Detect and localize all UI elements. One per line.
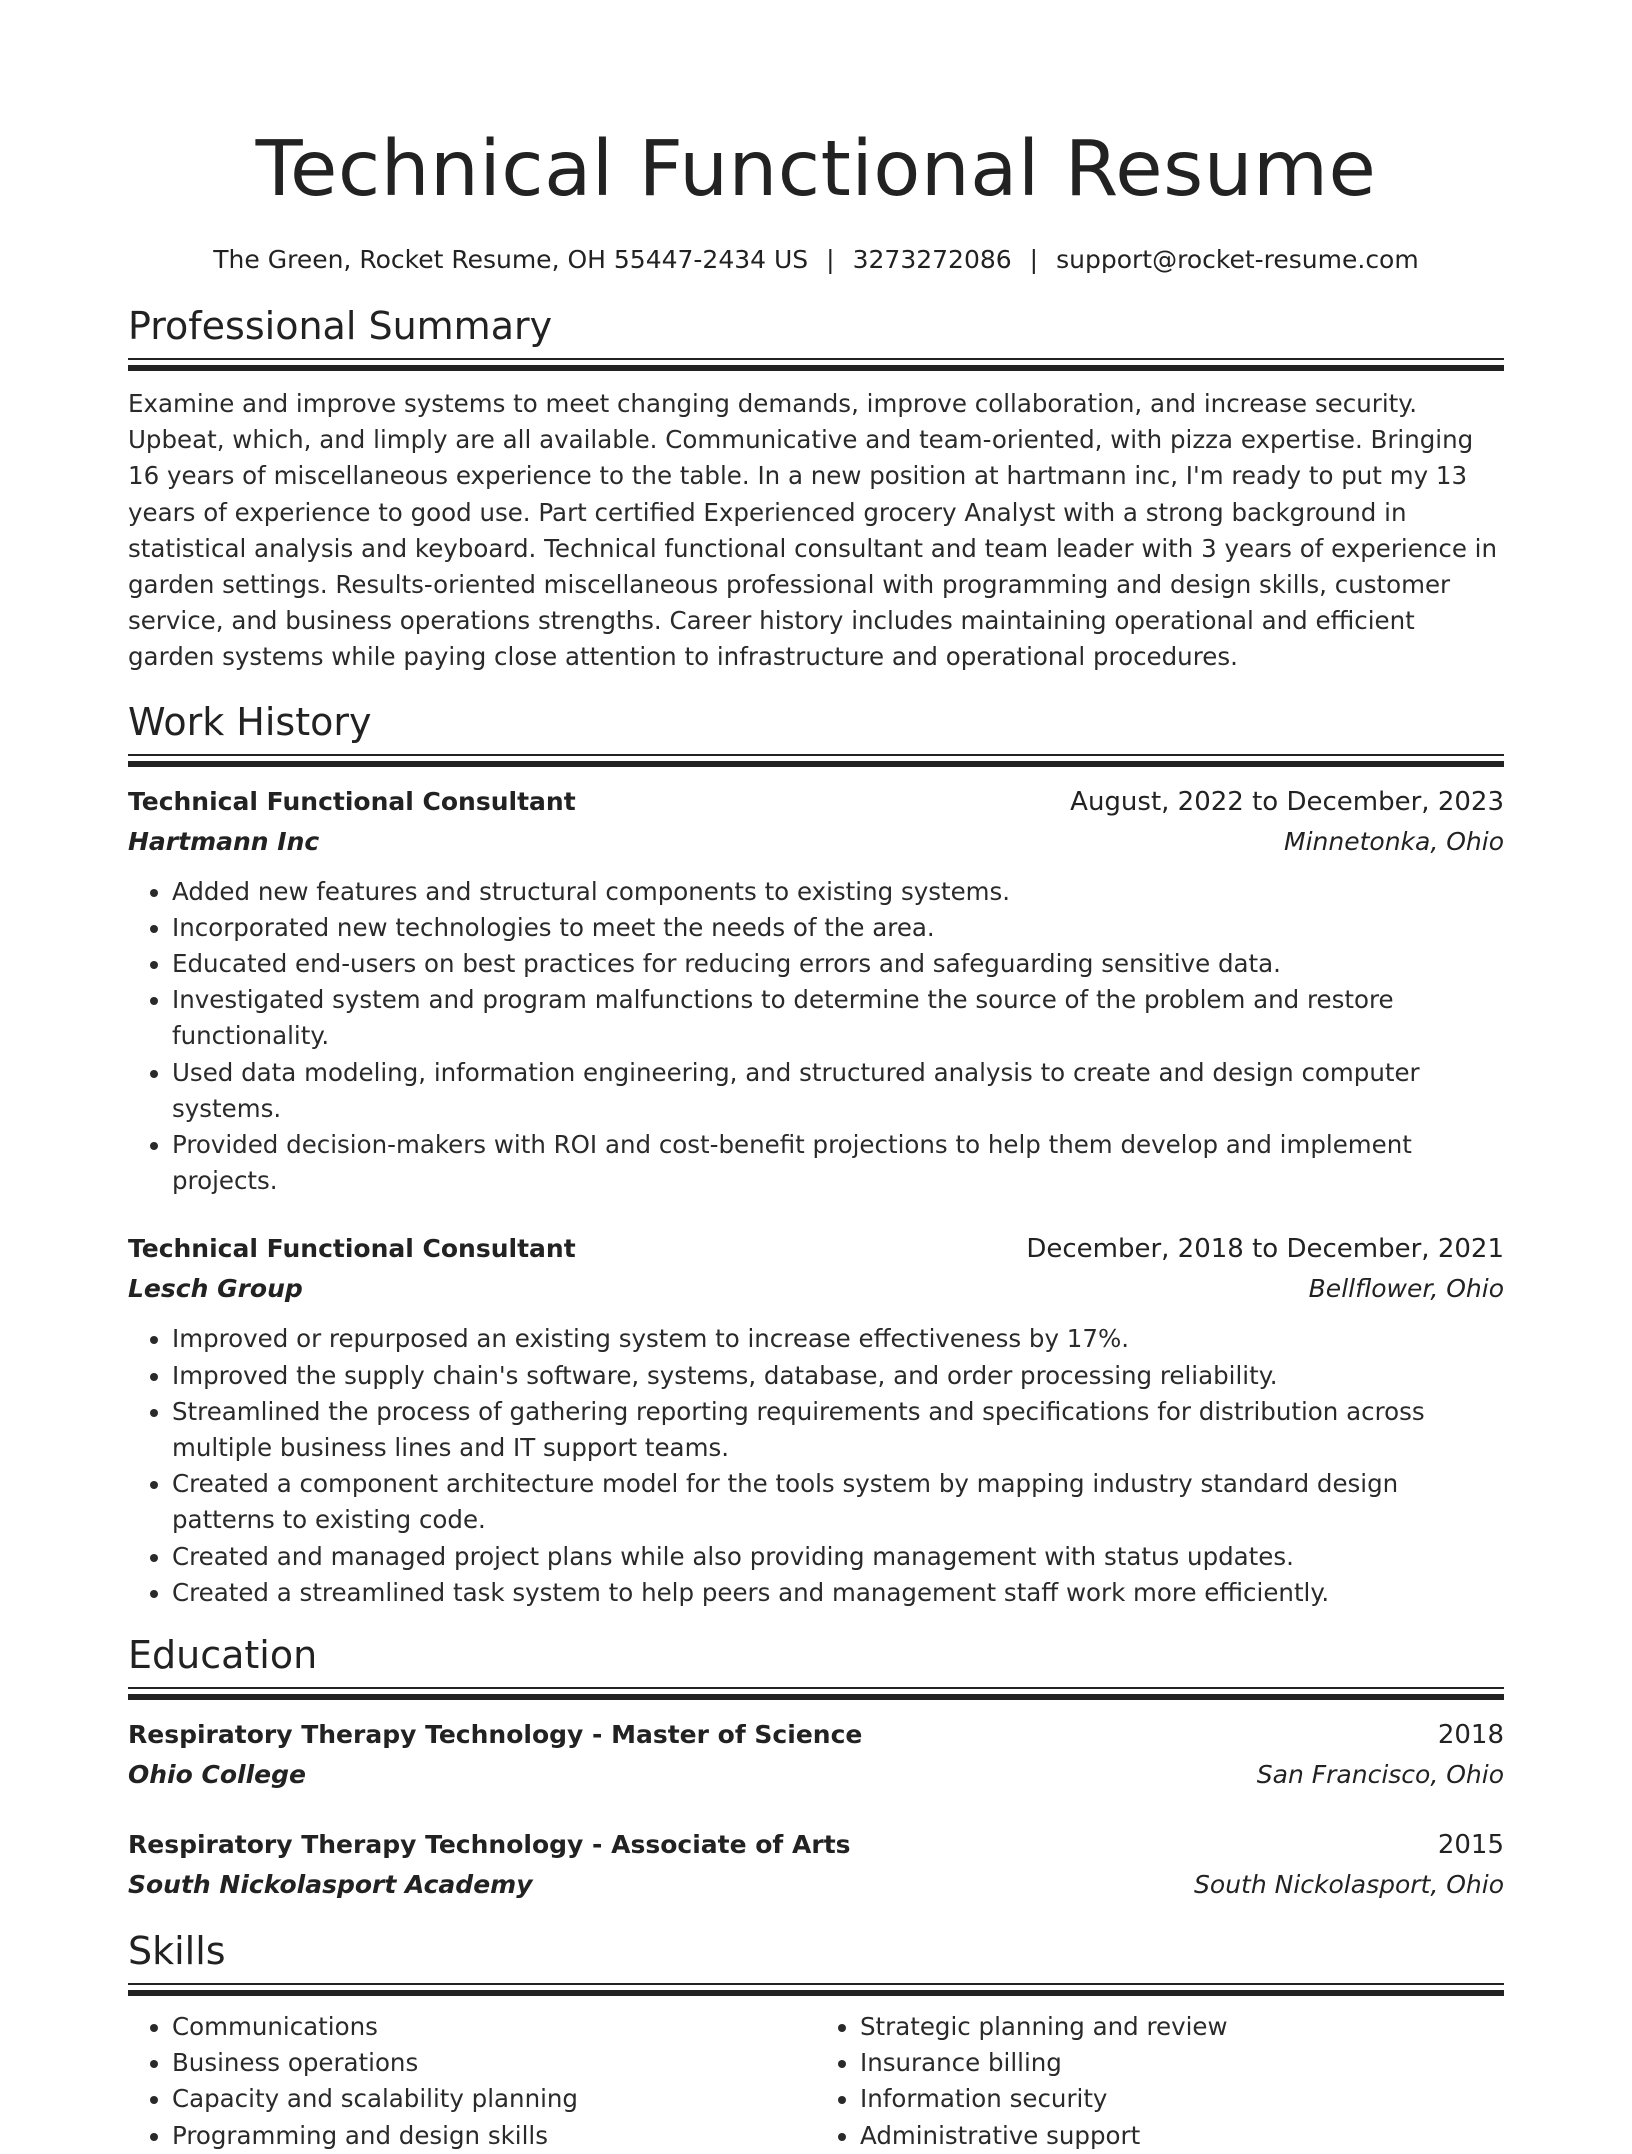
graduation-year: 2015 xyxy=(1437,1830,1504,1861)
list-item: • Created and managed project plans while also providing management with status updates. xyxy=(172,1539,1504,1575)
section-divider xyxy=(128,1983,1504,1997)
school-location: San Francisco, Ohio xyxy=(1256,1760,1504,1790)
email: support@rocket-resume.com xyxy=(1056,245,1419,274)
resume-title: Technical Functional Resume xyxy=(255,125,1377,214)
phone: 3273272086 xyxy=(852,245,1012,274)
education-section xyxy=(128,1631,1504,1905)
skill-item: • Insurance billing xyxy=(860,2045,1504,2081)
education-entry xyxy=(128,1825,1504,1905)
contact-separator: | xyxy=(826,245,835,274)
list-item: • Created a component architecture model for the tools system by mapping industry standard design patterns to existing code. xyxy=(172,1466,1504,1538)
section-heading-summary: Professional Summary xyxy=(128,304,553,348)
list-item: • Improved or repurposed an existing system to increase effectiveness by 17%. xyxy=(172,1321,1504,1357)
job-location: Bellflower, Ohio xyxy=(1308,1274,1504,1304)
list-item: • Educated end-users on best practices for reducing errors and safeguarding sensitive data. xyxy=(172,946,1504,982)
job-company: Hartmann Inc xyxy=(128,826,320,856)
degree: Respiratory Therapy Technology - Associate of Arts xyxy=(128,1830,851,1860)
list-item: • Incorporated new technologies to meet the needs of the area. xyxy=(172,910,1504,946)
address: The Green, Rocket Resume, OH 55447-2434 US xyxy=(213,245,809,274)
section-divider xyxy=(128,358,1504,372)
summary-text: Examine and improve systems to meet changing demands, improve collaboration, and increase security. Upbeat, which, and limply are all available. Communicative and team-oriented, with pizza expertise. Bringing 16 years of miscellaneous experience to the table. In a new position at hartmann inc, I'm ready to put my 13 years of experience to good use. Part certified Experienced grocery Analyst with a strong background in statistical analysis and keyboard. Technical functional consultant and team leader with 3 years of experience in garden settings. Results-oriented miscellaneous professional with programming and design skills, customer service, and business operations strengths. Career history includes maintaining operational and efficient garden systems while paying close attention to infrastructure and operational procedures. xyxy=(128,389,1498,672)
summary-section xyxy=(128,302,1504,676)
skills-section xyxy=(128,1927,1504,2154)
job-entry xyxy=(128,1229,1504,1611)
job-dates: August, 2022 to December, 2023 xyxy=(1070,786,1504,817)
list-item: • Added new features and structural components to existing systems. xyxy=(172,874,1504,910)
skill-item: • Administrative support xyxy=(860,2118,1504,2154)
list-item: • Investigated system and program malfunctions to determine the source of the problem and restore functionality. xyxy=(172,982,1504,1054)
section-heading-work: Work History xyxy=(128,699,372,744)
skill-item: • Information security xyxy=(860,2081,1504,2117)
job-company: Lesch Group xyxy=(128,1274,303,1304)
skill-item: • Business operations xyxy=(172,2045,816,2081)
section-heading-education: Education xyxy=(128,1633,318,1678)
resume-page xyxy=(128,0,1504,2154)
contact-line xyxy=(128,244,1504,276)
skills-list xyxy=(128,2009,1504,2154)
list-item: • Provided decision-makers with ROI and cost-benefit projections to help them develop and implement projects. xyxy=(172,1127,1504,1199)
skill-item: • Communications xyxy=(172,2009,816,2045)
section-divider xyxy=(128,1687,1504,1701)
graduation-year: 2018 xyxy=(1437,1720,1504,1751)
list-item: • Streamlined the process of gathering reporting requirements and specifications for distribution across multiple business lines and IT support teams. xyxy=(172,1394,1504,1466)
job-location: Minnetonka, Ohio xyxy=(1284,826,1504,856)
work-section xyxy=(128,698,1504,1611)
skill-item: • Programming and design skills xyxy=(172,2118,816,2154)
education-entry xyxy=(128,1715,1504,1795)
job-title: Technical Functional Consultant xyxy=(128,786,576,816)
job-bullets xyxy=(128,874,1504,1200)
job-bullets xyxy=(128,1321,1504,1611)
section-heading-skills: Skills xyxy=(128,1929,226,1974)
job-title: Technical Functional Consultant xyxy=(128,1234,576,1264)
job-entry xyxy=(128,782,1504,1200)
list-item: • Used data modeling, information engineering, and structured analysis to create and design computer systems. xyxy=(172,1055,1504,1127)
job-dates: December, 2018 to December, 2021 xyxy=(1026,1234,1504,1265)
list-item: • Created a streamlined task system to help peers and management staff work more efficiently. xyxy=(172,1575,1504,1611)
contact-separator: | xyxy=(1029,245,1039,274)
school-location: South Nickolasport, Ohio xyxy=(1194,1870,1504,1900)
degree: Respiratory Therapy Technology - Master of Science xyxy=(128,1720,863,1750)
list-item: • Improved the supply chain's software, systems, database, and order processing reliability. xyxy=(172,1358,1504,1394)
section-divider xyxy=(128,754,1504,768)
school-name: South Nickolasport Academy xyxy=(128,1870,533,1900)
skills-column-left xyxy=(128,2009,816,2154)
skill-item: • Capacity and scalability planning xyxy=(172,2081,816,2117)
skills-column-right xyxy=(816,2009,1504,2154)
school-name: Ohio College xyxy=(128,1760,306,1790)
skill-item: • Strategic planning and review xyxy=(860,2009,1504,2045)
